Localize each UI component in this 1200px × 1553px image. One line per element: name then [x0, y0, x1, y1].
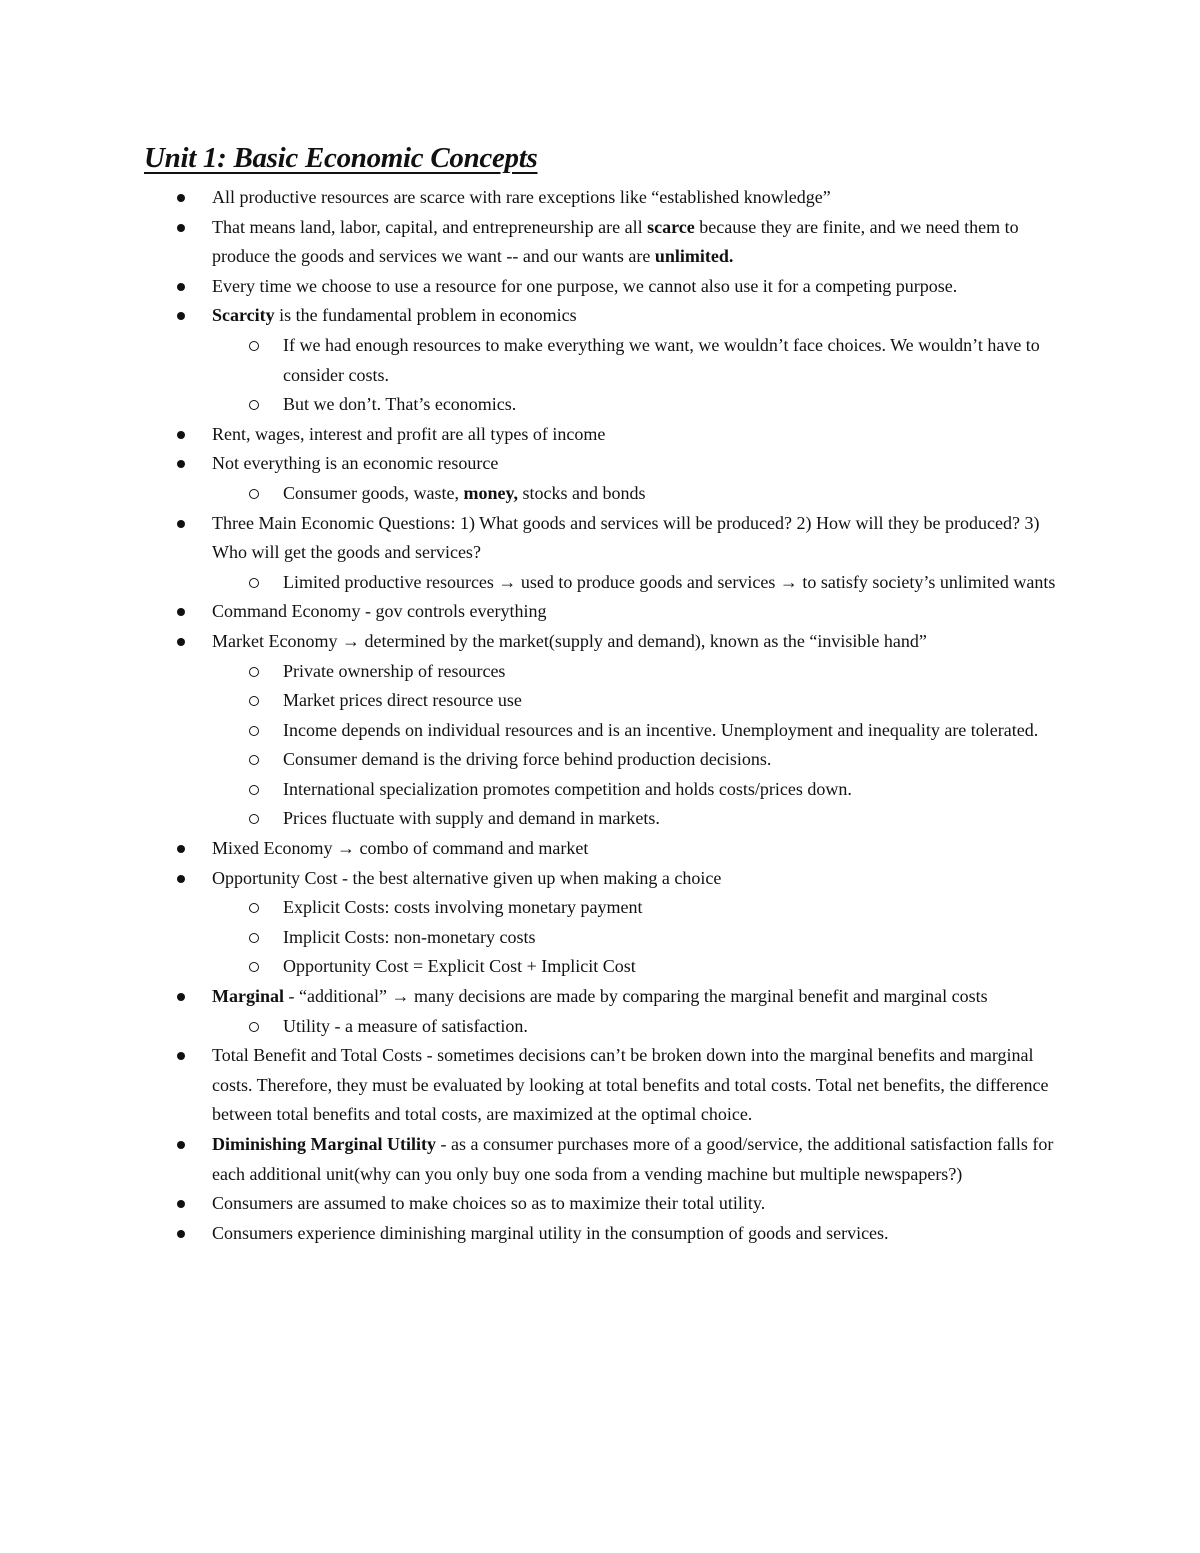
- filled-circle-bullet-icon: [177, 312, 185, 320]
- item-text: Opportunity Cost - the best alternative given up when making a choice: [212, 867, 722, 888]
- list-item: [0, 1189, 1062, 1219]
- filled-circle-bullet-icon: [177, 638, 185, 646]
- item-text: Three Main Economic Questions: 1) What goods and services will be produced? 2) How will they be produced? 3) Who will get the goods and services?: [212, 512, 1040, 563]
- item-text: International specialization promotes competition and holds costs/prices down.: [283, 778, 852, 799]
- item-text: Consumers experience diminishing marginal utility in the consumption of goods and services.: [212, 1222, 889, 1243]
- filled-circle-bullet-icon: [177, 283, 185, 291]
- filled-circle-bullet-icon: [177, 1200, 185, 1208]
- list-item: [0, 597, 1062, 627]
- list-item: [0, 1041, 1062, 1130]
- item-text: because they are finite, and we need them to produce the goods and services we want -- and our wants are: [212, 216, 1019, 267]
- sub-list-item: [0, 893, 1062, 923]
- hollow-circle-bullet-icon: [249, 933, 259, 943]
- item-text: That means land, labor, capital, and entrepreneurship are all: [212, 216, 648, 237]
- notes-list: [0, 183, 1200, 1248]
- hollow-circle-bullet-icon: [249, 578, 259, 588]
- filled-circle-bullet-icon: [177, 608, 185, 616]
- page-title: Unit 1: Basic Economic Concepts: [144, 142, 538, 174]
- hollow-circle-bullet-icon: [249, 400, 259, 410]
- item-text: Opportunity Cost = Explicit Cost + Implicit Cost: [283, 956, 636, 977]
- list-item: [0, 449, 1062, 479]
- bold-term: Diminishing Marginal Utility: [212, 1134, 437, 1154]
- item-text: Explicit Costs: costs involving monetary payment: [283, 897, 643, 918]
- filled-circle-bullet-icon: [177, 845, 185, 853]
- hollow-circle-bullet-icon: [249, 903, 259, 913]
- sub-list-item: [0, 331, 1062, 390]
- sub-list-item: [0, 716, 1062, 746]
- hollow-circle-bullet-icon: [249, 1022, 259, 1032]
- filled-circle-bullet-icon: [177, 875, 185, 883]
- list-item: [0, 509, 1062, 568]
- list-item: [0, 627, 1062, 657]
- sub-list-item: [0, 952, 1062, 982]
- item-text: Rent, wages, interest and profit are all types of income: [212, 423, 606, 444]
- bold-term: scarce: [647, 216, 695, 237]
- item-text: Market Economy → determined by the market(supply and demand), known as the “invisible hand”: [212, 630, 927, 651]
- item-text: Not everything is an economic resource: [212, 453, 499, 474]
- hollow-circle-bullet-icon: [249, 962, 259, 972]
- filled-circle-bullet-icon: [177, 431, 185, 439]
- item-text: Implicit Costs: non-monetary costs: [283, 926, 536, 947]
- hollow-circle-bullet-icon: [249, 785, 259, 795]
- sub-list-item: [0, 804, 1062, 834]
- filled-circle-bullet-icon: [177, 993, 185, 1001]
- item-text: Prices fluctuate with supply and demand in markets.: [283, 808, 660, 829]
- sub-list-item: [0, 745, 1062, 775]
- list-item: [0, 982, 1062, 1012]
- item-text: If we had enough resources to make everything we want, we wouldn’t face choices. We wouldn’t have to consider costs.: [283, 334, 1040, 385]
- hollow-circle-bullet-icon: [249, 814, 259, 824]
- bold-term: money,: [463, 482, 518, 503]
- list-item: [0, 272, 1062, 302]
- item-text: All productive resources are scarce with rare exceptions like “established knowledge”: [212, 187, 831, 207]
- filled-circle-bullet-icon: [177, 520, 185, 528]
- list-item: [0, 1130, 1062, 1189]
- hollow-circle-bullet-icon: [249, 696, 259, 706]
- item-text: Consumer demand is the driving force behind production decisions.: [283, 749, 772, 770]
- item-text: Private ownership of resources: [283, 660, 506, 681]
- sub-list-item: [0, 1012, 1062, 1042]
- filled-circle-bullet-icon: [177, 1141, 185, 1149]
- item-text: Command Economy - gov controls everything: [212, 601, 547, 622]
- item-text: is the fundamental problem in economics: [274, 305, 577, 326]
- sub-list-item: [0, 479, 1062, 509]
- bold-term: Scarcity: [212, 305, 275, 326]
- filled-circle-bullet-icon: [177, 224, 185, 232]
- filled-circle-bullet-icon: [177, 1230, 185, 1238]
- item-text: Utility - a measure of satisfaction.: [283, 1015, 528, 1036]
- sub-list-item: [0, 390, 1062, 420]
- item-text: Market prices direct resource use: [283, 690, 522, 711]
- list-item: [0, 420, 1062, 450]
- item-text: Consumer goods, waste,: [283, 482, 464, 503]
- filled-circle-bullet-icon: [177, 1052, 185, 1060]
- item-text: Total Benefit and Total Costs - sometimes decisions can’t be broken down into the marginal benefits and marginal costs. Therefore, they must be evaluated by looking at total benefits and total costs. Total net benefits, the difference between total benefits and total costs, are maximized at the optimal choice.: [212, 1045, 1049, 1125]
- bold-term: Marginal: [212, 986, 284, 1007]
- list-item: [0, 1219, 1062, 1249]
- list-item: [0, 864, 1062, 894]
- sub-list-item: [0, 568, 1062, 598]
- sub-list-item: [0, 923, 1062, 953]
- item-text: Every time we choose to use a resource for one purpose, we cannot also use it for a competing purpose.: [212, 275, 958, 296]
- filled-circle-bullet-icon: [177, 194, 185, 202]
- hollow-circle-bullet-icon: [249, 341, 259, 351]
- item-text: Limited productive resources → used to produce goods and services → to satisfy society’s unlimited wants: [283, 571, 1056, 592]
- hollow-circle-bullet-icon: [249, 726, 259, 736]
- bold-term: unlimited.: [654, 246, 734, 267]
- list-item: [0, 183, 1062, 213]
- list-item: [0, 301, 1062, 331]
- sub-list-item: [0, 775, 1062, 805]
- item-text: Income depends on individual resources and is an incentive. Unemployment and inequality are tolerated.: [283, 719, 1039, 740]
- item-text: Mixed Economy → combo of command and market: [212, 838, 589, 859]
- item-text: - “additional” → many decisions are made by comparing the marginal benefit and marginal costs: [284, 986, 988, 1007]
- list-item: [0, 213, 1062, 272]
- item-text: stocks and bonds: [518, 482, 646, 503]
- filled-circle-bullet-icon: [177, 460, 185, 468]
- item-text: But we don’t. That’s economics.: [283, 394, 517, 415]
- sub-list-item: [0, 686, 1062, 716]
- item-text: - as a consumer purchases more of a good/service, the additional satisfaction falls for each additional unit(why can you only buy one soda from a vending machine but multiple newspapers?): [212, 1134, 1054, 1184]
- hollow-circle-bullet-icon: [249, 667, 259, 677]
- hollow-circle-bullet-icon: [249, 755, 259, 765]
- list-item: [0, 834, 1062, 864]
- sub-list-item: [0, 657, 1062, 687]
- hollow-circle-bullet-icon: [249, 489, 259, 499]
- item-text: Consumers are assumed to make choices so as to maximize their total utility.: [212, 1193, 766, 1214]
